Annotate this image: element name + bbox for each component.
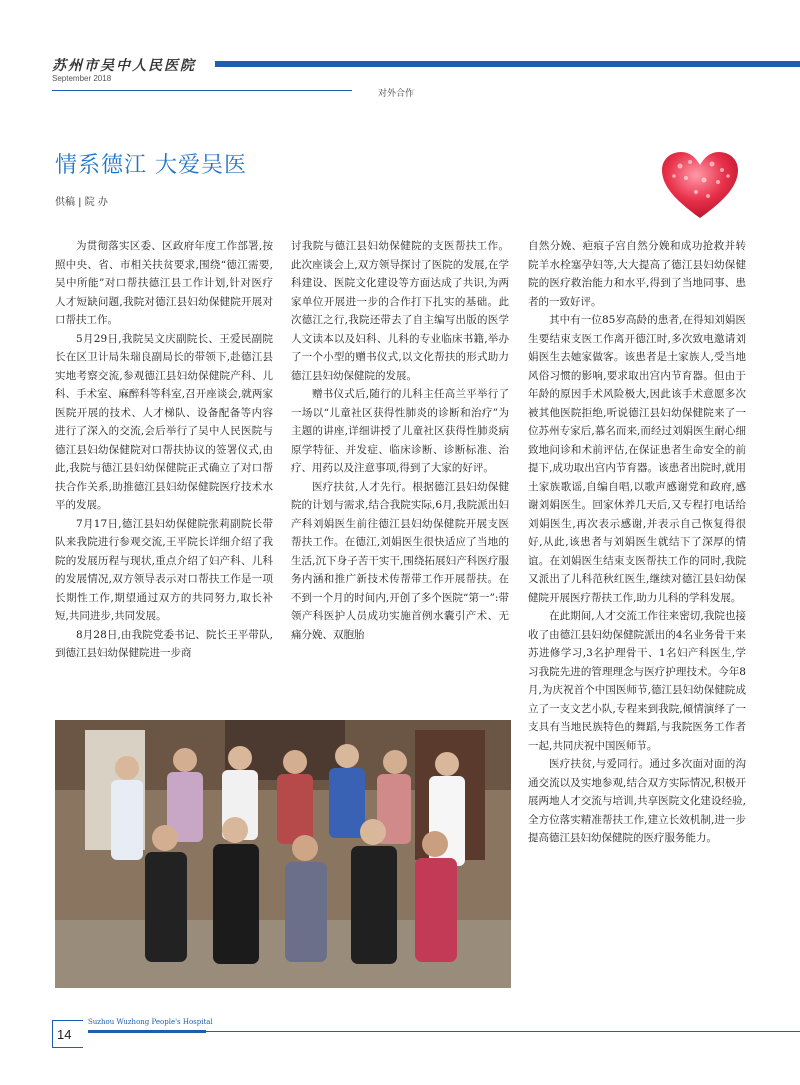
issue-date: September 2018	[52, 74, 112, 83]
footer-hospital-name: Suzhou Wuzhong People's Hospital	[88, 1018, 213, 1026]
paragraph: 医疗扶贫,人才先行。根据德江县妇幼保健院的计划与需求,结合我院实际,6月,我院派出妇产科刘娟医生前往德江县妇幼保健院开展支医帮扶工作。在德江,刘娟医生很快适应了当地的生活,沉下身子苦干实干,围绕拓展妇产科医疗服务内涵和推广新技术传帮带工作开展帮扶。在不到一个月的时间内,开创了多个医院“第一”:带领产科医护人员成功实施首例水囊引产术、无痛分娩、双胞胎	[291, 480, 509, 641]
article-column-3	[528, 237, 746, 848]
paragraph: 为贯彻落实区委、区政府年度工作部署,按照中央、省、市相关扶贫要求,围绕“德江需要,吴中所能”对口帮扶德江县工作计划,针对医疗人才短缺问题,我院对德江县妇幼保健院开展对口帮扶工作。	[55, 240, 273, 326]
page-number: 14	[57, 1027, 72, 1042]
article-column-1	[55, 237, 273, 663]
group-photo-icon	[55, 720, 511, 988]
paragraph: 在此期间,人才交流工作往来密切,我院也接收了由德江县妇幼保健院派出的4名业务骨干来苏进修学习,3名护理骨干、1名妇产科医生,学习我院先进的管理理念与医疗护理技术。今年8月,为庆祝首个中国医师节,德江县妇幼保健院成立了一支文艺小队,专程来到我院,倾情演绎了一支具有当地民族特色的舞蹈,与我院医务工作者一起,共同庆祝中国医师节。	[528, 610, 746, 752]
paragraph: 5月29日,我院吴文庆副院长、王爱民副院长在区卫计局朱瑞良副局长的带领下,赴德江县实地考察交流,参观德江县妇幼保健院产科、儿科、手术室、麻醉科等科室,召开座谈会,就两家医院开展的技术、人才梯队、设备配备等内容进行了深入的交流,会后举行了吴中人民医院与德江县妇幼保健院对口帮扶协议的签署仪式,由此,我院与德江县妇幼保健院正式确立了对口帮扶合作关系,助推德江县妇幼保健院医疗技术水平的发展。	[55, 332, 273, 511]
paragraph: 赠书仪式后,随行的儿科主任高兰平举行了一场以“儿童社区获得性肺炎的诊断和治疗”为主题的讲座,详细讲授了儿童社区获得性肺炎病原学特征、并发症、临床诊断、诊断标准、治疗、用药以及注意事项,得到了大家的好评。	[291, 388, 509, 474]
masthead-accent-bar	[215, 61, 800, 67]
paragraph: 7月17日,德江县妇幼保健院张莉副院长带队来我院进行参观交流,王平院长详细介绍了我院的发展历程与现状,重点介绍了妇产科、儿科的发展情况,双方领导表示对口帮扶工作是一项长期性工作,期望通过双方的共同努力,取长补短,共同进步,共同发展。	[55, 517, 273, 622]
header-divider	[52, 90, 352, 91]
paragraph: 讨我院与德江县妇幼保健院的支医帮扶工作。此次座谈会上,双方领导探讨了医院的发展,在学科建设、医院文化建设等方面达成了共识,为两家单位开展进一步的合作打下扎实的基础。此次德江之行,我院还带去了自主编写出版的医学人文读本以及妇科、儿科的专业临床书籍,举办了一个小型的赠书仪式,以文化帮扶的形式助力德江县妇幼保健院的发展。	[291, 240, 509, 382]
heart-icon	[660, 150, 740, 220]
article-title: 情系德江 大爱吴医	[55, 153, 247, 178]
article-byline: 供稿 | 院 办	[55, 197, 108, 208]
paragraph: 自然分娩、疤痕子宫自然分娩和成功抢救并转院羊水栓塞孕妇等,大大提高了德江县妇幼保健院的医疗救治能力和水平,得到了当地同事、患者的一致好评。	[528, 240, 746, 308]
magazine-masthead-title: 苏州市吴中人民医院	[52, 58, 196, 74]
section-label: 对外合作	[378, 89, 415, 99]
paragraph: 8月28日,由我院党委书记、院长王平带队,到德江县妇幼保健院进一步商	[55, 628, 273, 659]
article-column-2	[291, 237, 509, 644]
paragraph: 医疗扶贫,与爱同行。通过多次面对面的沟通交流以及实地参观,结合双方实际情况,积极开展两地人才交流与培训,共享医院文化建设经验,全方位落实精准帮扶工作,建立长效机制,进一步提高德江县妇幼保健院的医疗服务能力。	[528, 758, 746, 844]
footer-accent-line	[88, 1030, 206, 1033]
footer-rule	[206, 1031, 800, 1032]
paragraph: 其中有一位85岁高龄的患者,在得知刘娟医生要结束支医工作离开德江时,多次致电邀请刘娟医生去她家做客。该患者是土家族人,受当地风俗习惯的影响,要求取出宫内节育器。但由于年龄的原因手术风险极大,因此该手术意愿多次被其他医院拒绝,听说德江县妇幼保健院来了一位苏州专家后,慕名而来,而经过刘娟医生耐心细致地问诊和术前评估,在保证患者生命安全的前提下,成功取出宫内节育器。该患者出院时,就用土家族歌谣,自编自唱,以歌声感谢党和政府,感谢刘娟医生。回家休养几天后,又专程打电话给刘娟医生,再次表示感谢,并表示自己恢复得很好,从此,该患者与刘娟医生就结下了深厚的情谊。在刘娟医生结束支医帮扶工作的同时,我院又派出了儿科范秋红医生,继续对德江县妇幼保健院开展医疗帮扶工作,助力儿科的学科发展。	[528, 314, 746, 604]
